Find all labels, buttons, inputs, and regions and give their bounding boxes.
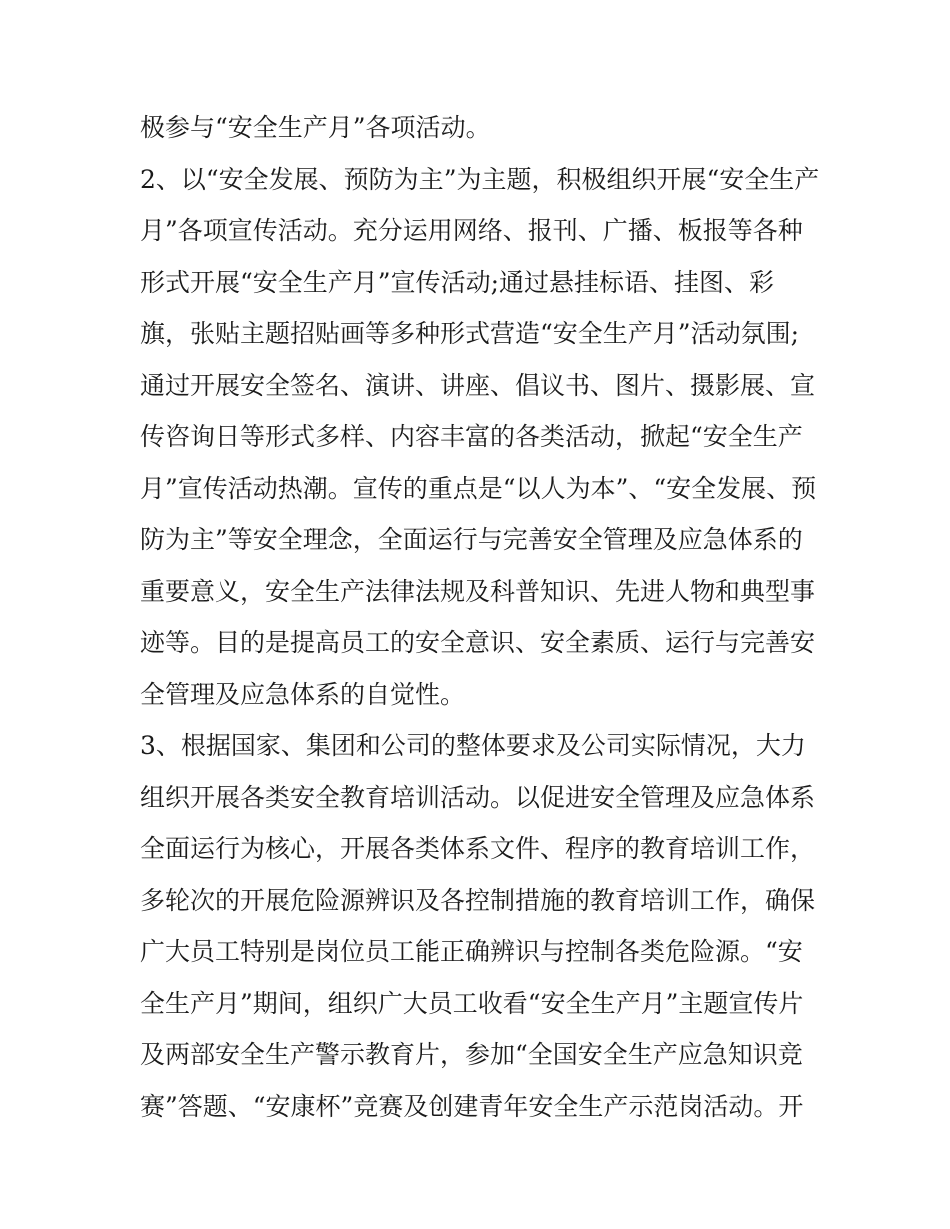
text-line: 传咨询日等形式多样、内容丰富的各类活动，掀起“安全生产 [140,422,803,451]
body-text [140,108,820,1138]
text-line: 多轮次的开展危险源辨识及各控制措施的教育培训工作，确保 [140,885,816,915]
text-line: 月”宣传活动热潮。宣传的重点是“以人为本”、“安全发展、预 [140,473,817,503]
text-line: 及两部安全生产警示教育片，参加“全国安全生产应急知识竞 [140,1040,803,1069]
text-line: 月”各项宣传活动。充分运用网络、报刊、广播、板报等各种 [140,216,803,245]
text-line: 迹等。目的是提高员工的安全意识、安全素质、运行与完善安 [140,628,816,657]
text-line: 旗，张贴主题招贴画等多种形式营造“安全生产月”活动氛围; [140,319,799,348]
text-line: 广大员工特别是岗位员工能正确辨识与控制各类危险源。“安 [140,937,803,966]
text-line: 极参与“安全生产月”各项活动。 [140,113,491,142]
text-line: 2、以“安全发展、预防为主”为主题，积极组织开展“安全生产 [140,164,820,194]
text-line: 全面运行为核心，开展各类体系文件、程序的教育培训工作， [140,834,816,863]
text-line: 3、根据国家、集团和公司的整体要求及公司实际情况，大力 [140,731,806,760]
text-line: 赛”答题、“安康杯”竞赛及创建青年安全生产示范岗活动。开 [140,1091,804,1121]
text-line: 组织开展各类安全教育培训活动。以促进安全管理及应急体系 [140,782,816,812]
text-line: 通过开展安全签名、演讲、讲座、倡议书、图片、摄影展、宣 [140,370,816,400]
text-line: 全管理及应急体系的自觉性。 [140,679,466,709]
text-line: 形式开展“安全生产月”宣传活动;通过悬挂标语、挂图、彩 [140,267,774,297]
text-line: 重要意义，安全生产法律法规及科普知识、先进人物和典型事 [140,576,816,606]
text-line: 全生产月”期间，组织广大员工收看“安全生产月”主题宣传片 [140,988,804,1018]
text-line: 防为主”等安全理念，全面运行与完善安全管理及应急体系的 [140,525,803,554]
